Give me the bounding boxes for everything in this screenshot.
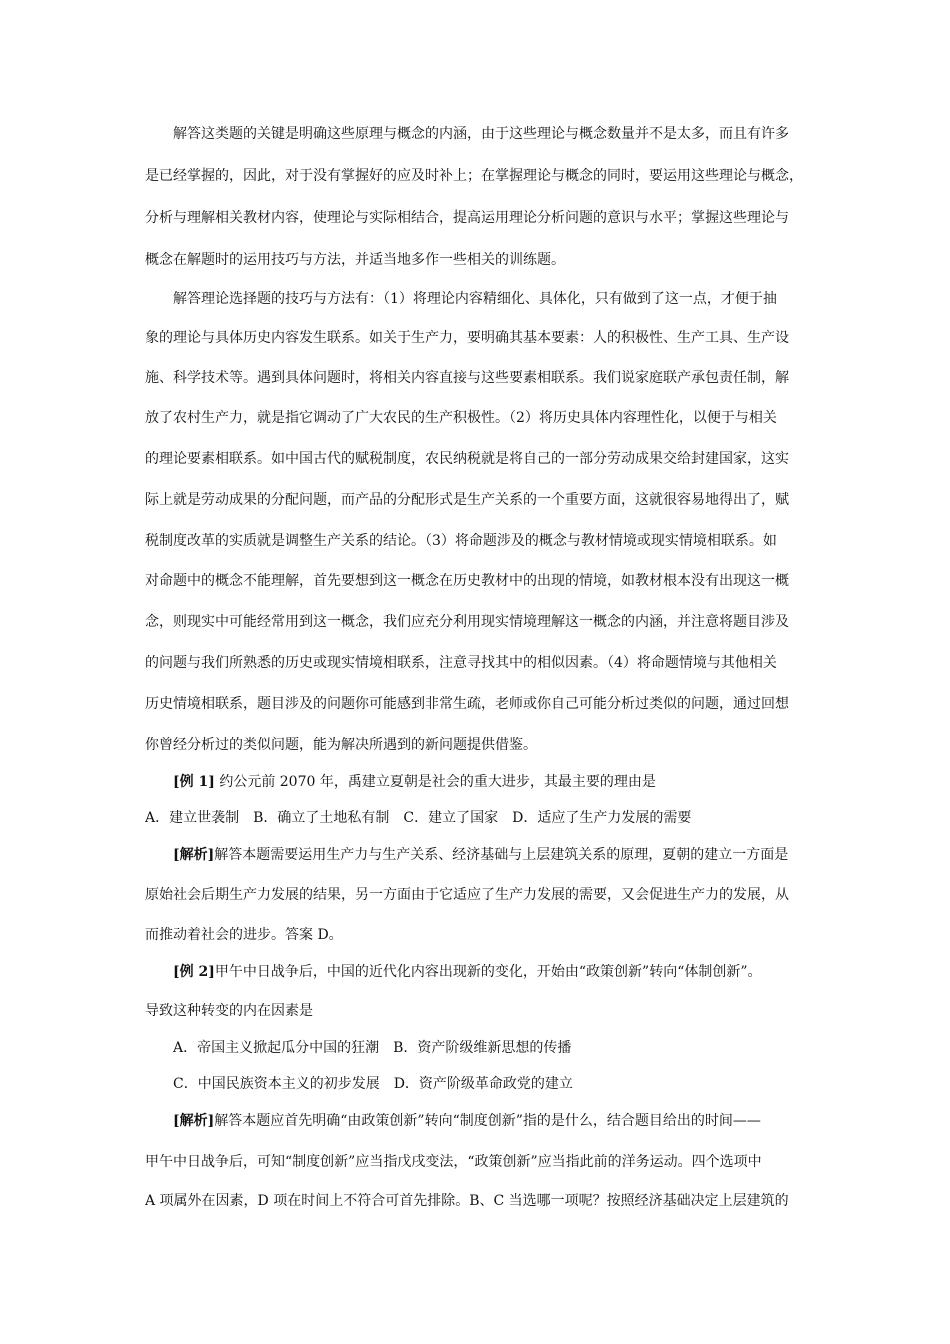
paragraph-line: 解答这类题的关键是明确这些原理与概念的内涵，由于这些理论与概念数量并不是太多，而且有许多 [173, 126, 789, 142]
paragraph-line: 念，则现实中可能经常用到这一概念，我们应充分利用现实情境理解这一概念的内涵，并注意将题目涉及 [145, 614, 789, 630]
example-2-analysis-label: [解析] [173, 1113, 215, 1129]
example-1-options: A．建立世袭制 B．确立了土地私有制 C．建立了国家 D．适应了生产力发展的需要 [145, 810, 692, 826]
paragraph-line: 分析与理解相关教材内容，使理论与实际相结合，提高运用理论分析问题的意识与水平；掌握这些理论与 [145, 210, 789, 226]
example-1-analysis-line: 原始社会后期生产力发展的结果，另一方面由于它适应了生产力发展的需要，又会促进生产力的发展，从 [145, 887, 789, 903]
example-1-analysis-line: 而推动着社会的进步。答案 D。 [145, 927, 343, 943]
example-2-label: [例 2] [173, 964, 215, 980]
example-1-analysis-label: [解析] [173, 847, 215, 863]
paragraph-line: 概念在解题时的运用技巧与方法，并适当地多作一些相关的训练题。 [145, 252, 565, 268]
example-1-question [173, 772, 825, 792]
example-1-label: [例 1] [173, 774, 215, 790]
paragraph-line: 的问题与我们所熟悉的历史或现实情境相联系，注意寻找其中的相似因素。（4）将命题情境与其他相关 [145, 655, 777, 671]
example-2-option-line: C．中国民族资本主义的初步发展 D．资产阶级革命政党的建立 [173, 1076, 573, 1092]
paragraph-line: 你曾经分析过的类似问题，能为解决所遇到的新问题提供借鉴。 [145, 737, 537, 753]
paragraph-line: 象的理论与具体历史内容发生联系。如关于生产力，要明确其基本要素：人的积极性、生产工具、生产设 [145, 330, 789, 346]
example-2-option-line: A．帝国主义掀起瓜分中国的狂潮 B．资产阶级维新思想的传播 [173, 1040, 572, 1056]
paragraph-line: 放了农村生产力，就是指它调动了广大农民的生产积极性。（2）将历史具体内容理性化，以便于与相关 [145, 410, 777, 426]
paragraph-line: 税制度改革的实质就是调整生产关系的结论。（3）将命题涉及的概念与教材情境或现实情境相联系。如 [145, 533, 777, 549]
example-2-question-text: 甲午中日战争后，中国的近代化内容出现新的变化，开始由“政策创新”转向“体制创新”。 [214, 964, 762, 980]
paragraph-line: 施、科学技术等。遇到具体问题时，将相关内容直接与这些要素相联系。我们说家庭联产承包责任制，解 [145, 370, 789, 386]
paragraph-line: 是已经掌握的，因此，对于没有掌握好的应及时补上；在掌握理论与概念的同时，要运用这些理论与概念， [145, 168, 803, 184]
example-1-analysis-text: 解答本题需要运用生产力与生产关系、经济基础与上层建筑关系的原理，夏朝的建立一方面是 [214, 847, 789, 863]
paragraph-line: 解答理论选择题的技巧与方法有：（1）将理论内容精细化、具体化，只有做到了这一点，才便于抽 [173, 291, 777, 307]
paragraph-line: 的理论要素相联系。如中国古代的赋税制度，农民纳税就是将自己的一部分劳动成果交给封建国家，这实 [145, 451, 789, 467]
example-2-analysis-line: A 项属外在因素，D 项在时间上不符合可首先排除。B、C 当选哪一项呢？按照经济基础决定上层建筑的 [145, 1193, 789, 1209]
example-1-question-text: 约公元前 2070 年，禹建立夏朝是社会的重大进步，其最主要的理由是 [214, 774, 656, 790]
example-2-question [173, 962, 825, 982]
example-2-analysis-line: 甲午中日战争后，可知“制度创新”应当指戊戌变法，“政策创新”应当指此前的洋务运动。四个选项中 [145, 1154, 762, 1170]
paragraph-line: 历史情境相联系，题目涉及的问题你可能感到非常生疏，老师或你自己可能分析过类似的问题，通过回想 [145, 696, 789, 712]
example-2-analysis-text: 解答本题应首先明确“由政策创新”转向“制度创新”指的是什么，结合题目给出的时间—— [214, 1113, 761, 1129]
paragraph-line: 对命题中的概念不能理解，首先要想到这一概念在历史教材中的出现的情境，如教材根本没有出现这一概 [145, 573, 789, 589]
paragraph-line: 际上就是劳动成果的分配问题，而产品的分配形式是生产关系的一个重要方面，这就很容易地得出了，赋 [145, 492, 789, 508]
example-2-analysis [173, 1111, 825, 1131]
example-1-analysis [173, 845, 825, 865]
example-2-question-line: 导致这种转变的内在因素是 [145, 1003, 313, 1019]
